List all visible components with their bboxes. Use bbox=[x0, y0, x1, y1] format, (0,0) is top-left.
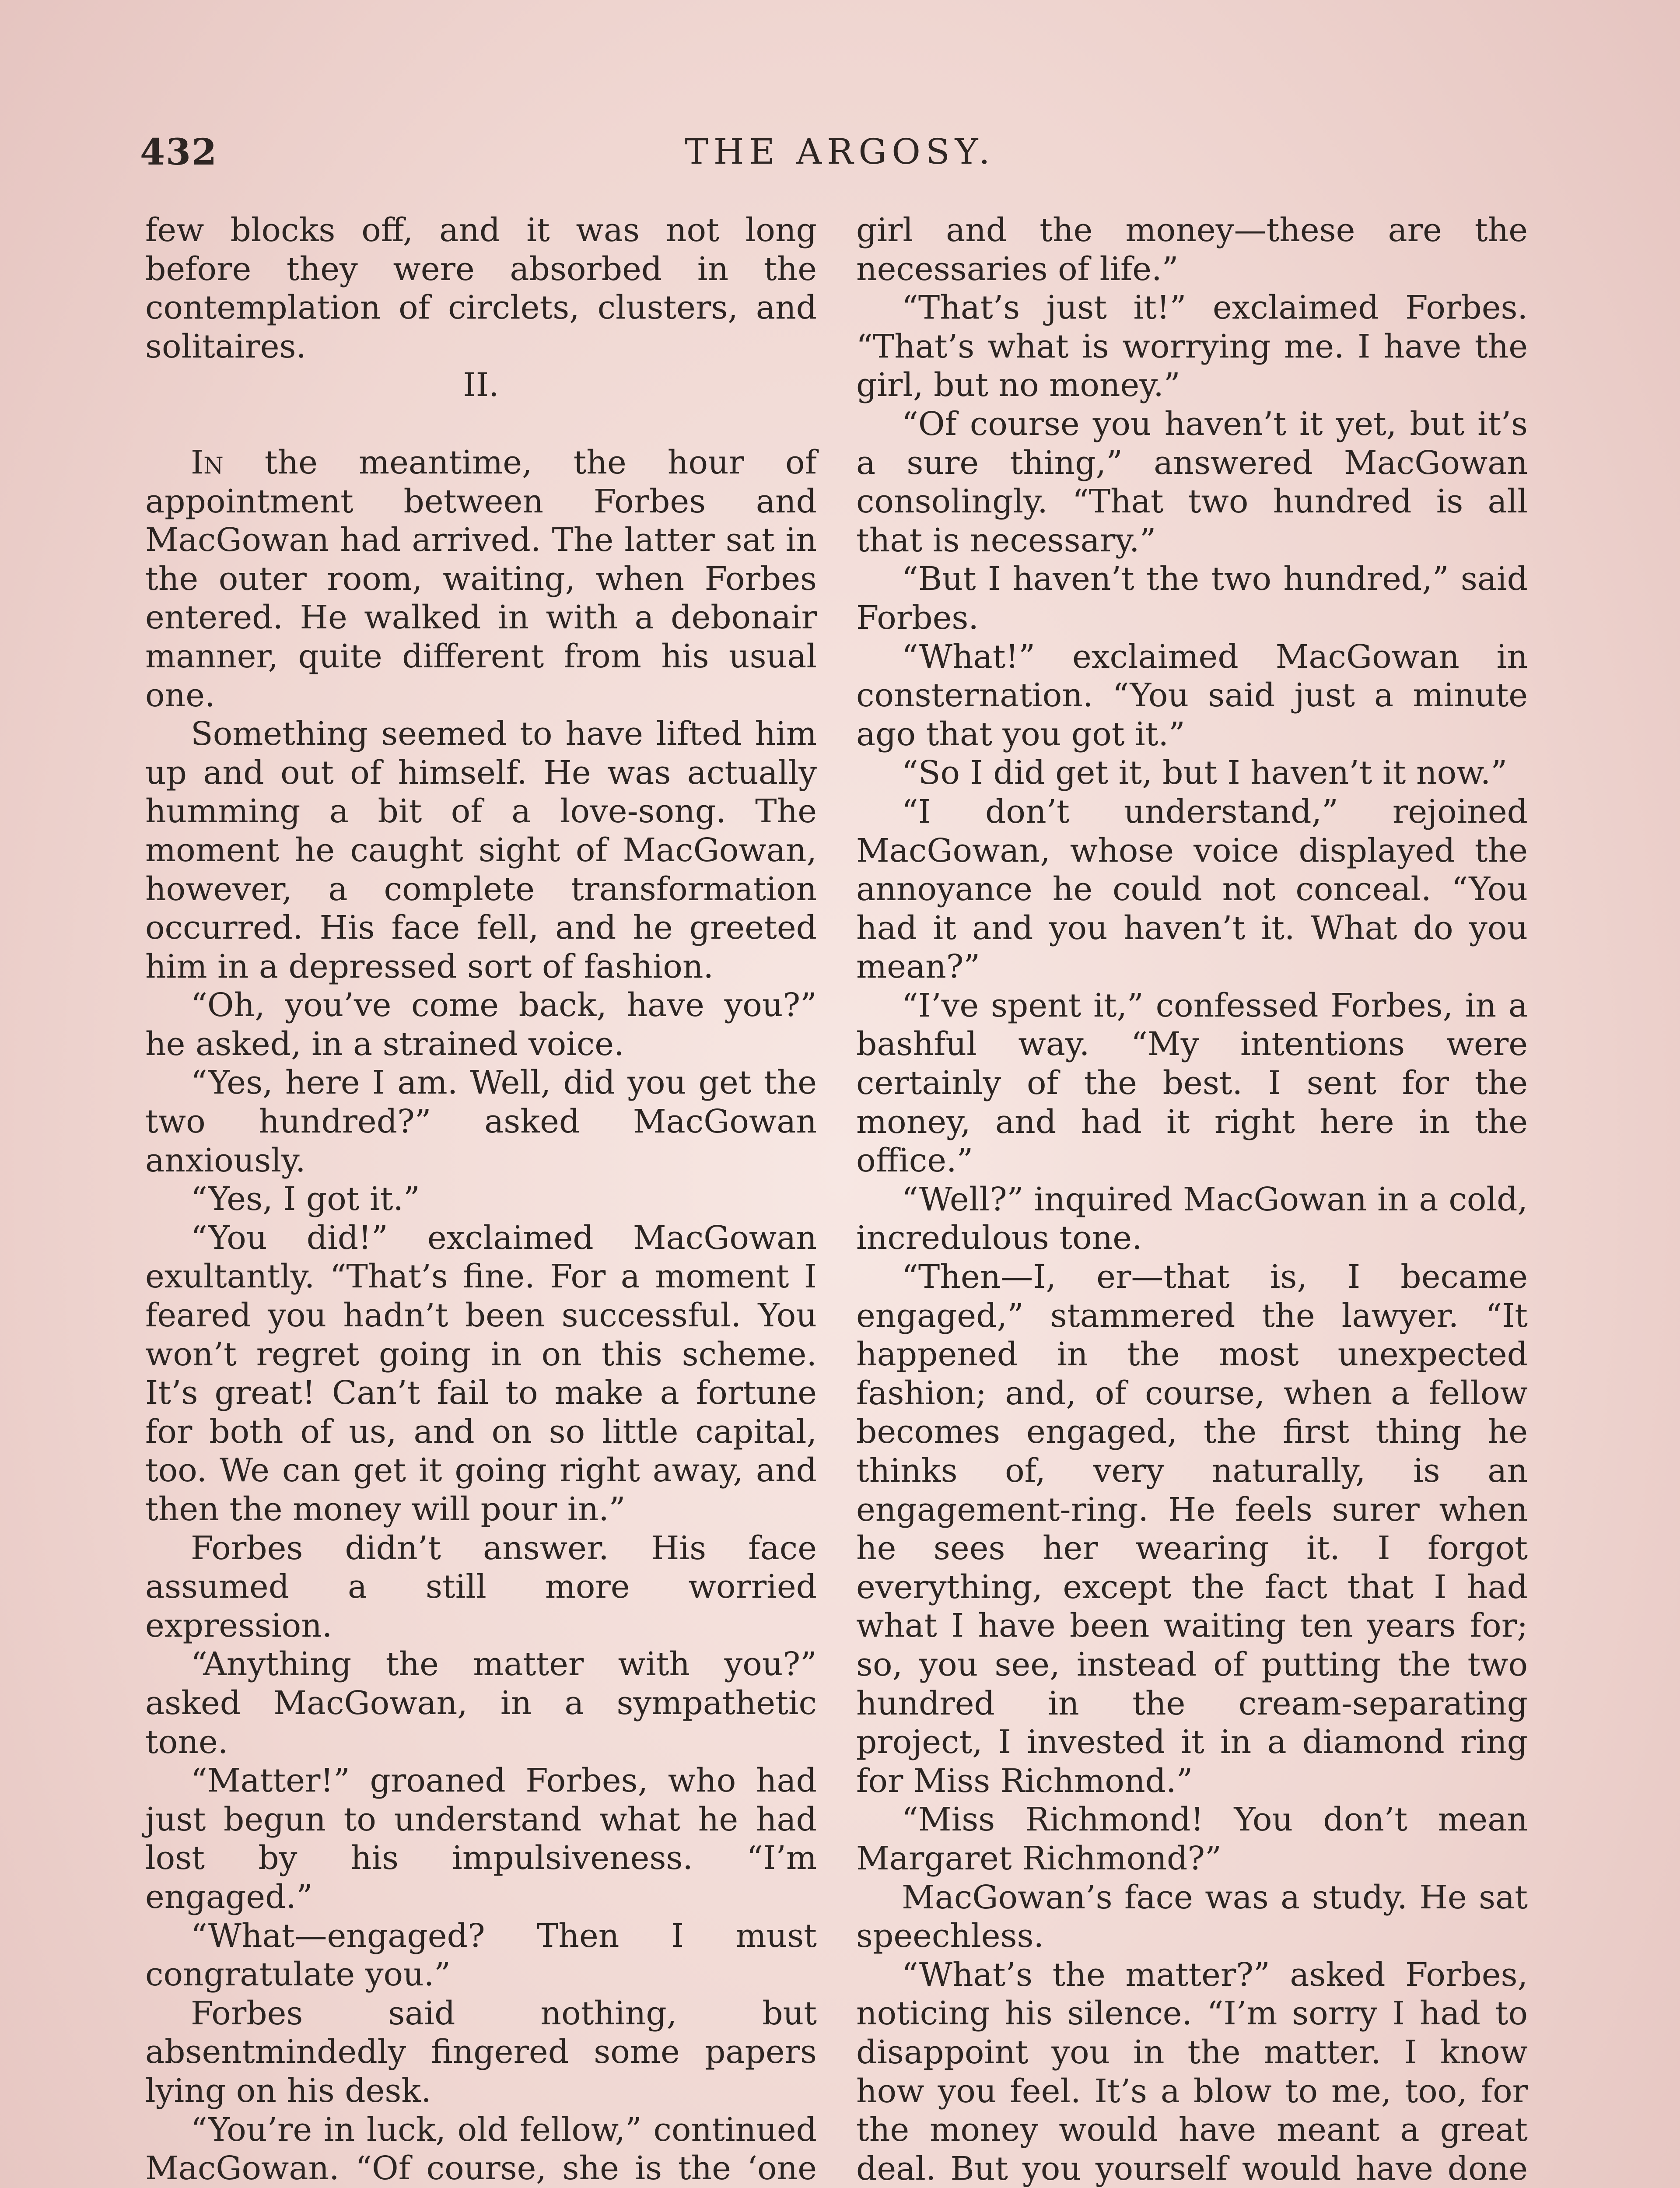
paragraph: “What—engaged? Then I must congratulate you.” bbox=[145, 1917, 817, 1994]
paragraph: “I’ve spent it,” confessed Forbes, in a bashful way. “My intentions were certainly of the best. I sent for the money, and had it right here in the office.” bbox=[856, 986, 1528, 1180]
paragraph: “But I haven’t the two hundred,” said Forbes. bbox=[856, 560, 1528, 637]
paragraph: girl and the money—these are the necessaries of life.” bbox=[856, 211, 1528, 288]
paragraph: Forbes didn’t answer. His face assumed a still more worried expression. bbox=[145, 1529, 817, 1645]
paragraph: “Well?” inquired MacGowan in a cold, incredulous tone. bbox=[856, 1180, 1528, 1257]
paragraph: “Matter!” groaned Forbes, who had just begun to understand what he had lost by his impulsiveness. “I’m engaged.” bbox=[145, 1762, 817, 1916]
section-spacer bbox=[145, 405, 817, 443]
paragraph: “So I did get it, but I haven’t it now.” bbox=[902, 754, 1508, 792]
running-head: THE ARGOSY. bbox=[685, 131, 995, 172]
drop-word: In bbox=[191, 443, 224, 481]
paragraph: “Yes, here I am. Well, did you get the two hundred?” asked MacGowan anxiously. bbox=[145, 1064, 817, 1179]
paragraph: Something seemed to have lifted him up and out of himself. He was actually humming a bit of a love-song. The moment he caught sight of MacGowan, however, a complete transformation occurred. His face fell, and he greeted him in a depressed sort of fashion. bbox=[145, 715, 817, 985]
paragraph: “Oh, you’ve come back, have you?” he asked, in a strained voice. bbox=[145, 986, 817, 1063]
paragraph: “Of course you haven’t it yet, but it’s a sure thing,” answered MacGowan consolingly. “That two hundred is all that is necessary.” bbox=[856, 405, 1528, 559]
page-number: 432 bbox=[140, 131, 218, 173]
paragraph: “That’s just it!” exclaimed Forbes. “That’s what is worrying me. I have the girl, but no money.” bbox=[856, 289, 1528, 404]
section-heading: II. bbox=[463, 366, 499, 404]
paragraph: “Anything the matter with you?” asked MacGowan, in a sympathetic tone. bbox=[145, 1645, 817, 1761]
paragraph: “Yes, I got it.” bbox=[191, 1180, 420, 1218]
page-header bbox=[140, 131, 1540, 184]
paragraph: few blocks off, and it was not long before they were absorbed in the contemplation of circlets, clusters, and solitaires. bbox=[145, 211, 817, 365]
paragraph: “What!” exclaimed MacGowan in consternation. “You said just a minute ago that you got it.” bbox=[856, 638, 1528, 753]
right-column bbox=[856, 211, 1528, 2188]
paragraph: “I don’t understand,” rejoined MacGowan, whose voice displayed the annoyance he could not conceal. “You had it and you haven’t it. What do you mean?” bbox=[856, 792, 1528, 986]
left-column bbox=[145, 211, 817, 2188]
paragraph: Forbes said nothing, but absentmindedly fingered some papers lying on his desk. bbox=[145, 1994, 817, 2110]
paragraph: “You did!” exclaimed MacGowan exultantly. “That’s fine. For a moment I feared you hadn’t been successful. You won’t regret going in on this scheme. It’s great! Can’t fail to make a fortune for both of us, and on so little capital, too. We can get it going right away, and then the money will pour in.” bbox=[145, 1219, 817, 1528]
paragraph: “You’re in luck, old fellow,” continued MacGowan. “Of course, she is the ‘one bbox=[145, 2111, 817, 2188]
paragraph-text: the meantime, the hour of appointment between Forbes and MacGowan had arrived. The latter sat in the outer room, waiting, when Forbes entered. He walked in with a debonair manner, quite different from his usual one. bbox=[145, 443, 817, 714]
paragraph: “Miss Richmond! You don’t mean Margaret Richmond?” bbox=[856, 1801, 1528, 1877]
paragraph bbox=[145, 443, 817, 715]
paragraph: “Then—I, er—that is, I became engaged,” stammered the lawyer. “It happened in the most unexpected fashion; and, of course, when a fellow becomes engaged, the first thing he thinks of, very naturally, is an engagement-ring. He feels surer when he sees her wearing it. I forgot everything, except the fact that I had what I have been waiting ten years for; so, you see, instead of putting the two hundred in the cream-separating project, I invested it in a diamond ring for Miss Richmond.” bbox=[856, 1258, 1528, 1800]
paragraph: “What’s the matter?” asked Forbes, noticing his silence. “I’m sorry I had to disappoint you in the matter. I know how you feel. It’s a blow to me, too, for the money would have meant a great deal. But you yourself would have done bbox=[856, 1956, 1528, 2188]
paragraph: MacGowan’s face was a study. He sat speechless. bbox=[856, 1878, 1528, 1955]
